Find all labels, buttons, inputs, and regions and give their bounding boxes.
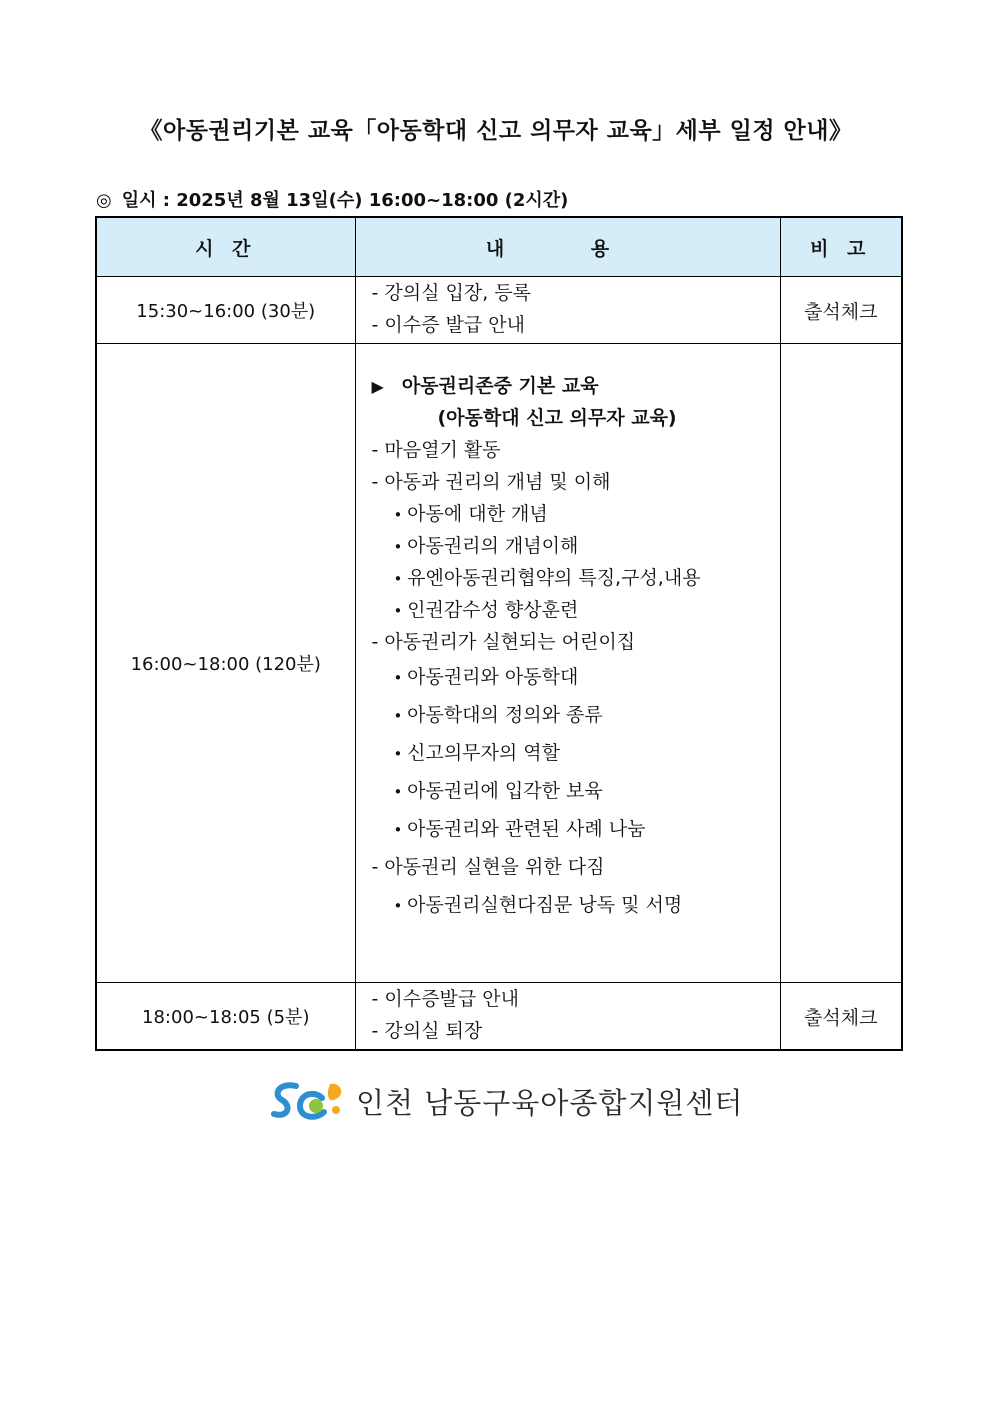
note-cell: 출석체크 [780,983,902,1051]
center-logo-icon [270,1078,348,1124]
content-cell [355,344,780,983]
organization-name: 인천 남동구육아종합지원센터 [356,1085,744,1120]
list-item: - 이수증 발급 안내 [372,309,780,341]
list-item: • 아동권리에 입각한 보육 [372,772,780,810]
list-item: • 아동에 대한 개념 [372,498,780,530]
section-heading [372,370,780,402]
table-row [96,277,902,344]
content-cell [355,277,780,344]
section-subheading: (아동학대 신고 의무자 교육) [437,407,677,429]
time-cell: 18:00~18:05 (5분) [96,983,355,1051]
section-heading-text: 아동권리존중 기본 교육 [401,375,599,397]
note-cell [780,344,902,983]
list-item: • 아동권리와 관련된 사례 나눔 [372,810,780,848]
header-time: 시 간 [96,217,355,277]
double-circle-icon: ◎ [96,190,112,211]
list-item: - 강의실 퇴장 [372,1015,780,1047]
list-item: • 아동권리실현다짐문 낭독 및 서명 [372,886,780,924]
time-cell: 16:00~18:00 (120분) [96,344,355,983]
table-row [96,983,902,1051]
list-item: - 아동권리 실현을 위한 다짐 [372,848,780,886]
list-item: • 유엔아동권리협약의 특징,구성,내용 [372,562,780,594]
list-item: • 아동권리의 개념이해 [372,530,780,562]
date-line [96,186,568,212]
table-row [96,344,902,983]
table-header-row [96,217,902,277]
triangle-right-icon: ▶ [371,377,384,396]
header-content: 내 용 [355,217,780,277]
list-item: - 강의실 입장, 등록 [372,277,780,309]
list-item: • 신고의무자의 역할 [372,734,780,772]
list-item: • 인권감수성 향상훈련 [372,594,780,626]
footer [270,1078,743,1124]
list-item: - 아동권리가 실현되는 어린이집 [372,626,780,658]
list-item: - 아동과 권리의 개념 및 이해 [372,466,780,498]
content-cell [355,983,780,1051]
page-title: 《아동권리기본 교육「아동학대 신고 의무자 교육」세부 일정 안내》 [139,118,853,144]
list-item: - 이수증발급 안내 [372,983,780,1015]
list-item: • 아동학대의 정의와 종류 [372,696,780,734]
date-text: 일시 : 2025년 8월 13일(수) 16:00~18:00 (2시간) [121,190,569,211]
note-cell: 출석체크 [780,277,902,344]
schedule-table [95,216,903,1051]
list-item: - 마음열기 활동 [372,434,780,466]
header-note: 비 고 [780,217,902,277]
time-cell: 15:30~16:00 (30분) [96,277,355,344]
list-item: • 아동권리와 아동학대 [372,658,780,696]
